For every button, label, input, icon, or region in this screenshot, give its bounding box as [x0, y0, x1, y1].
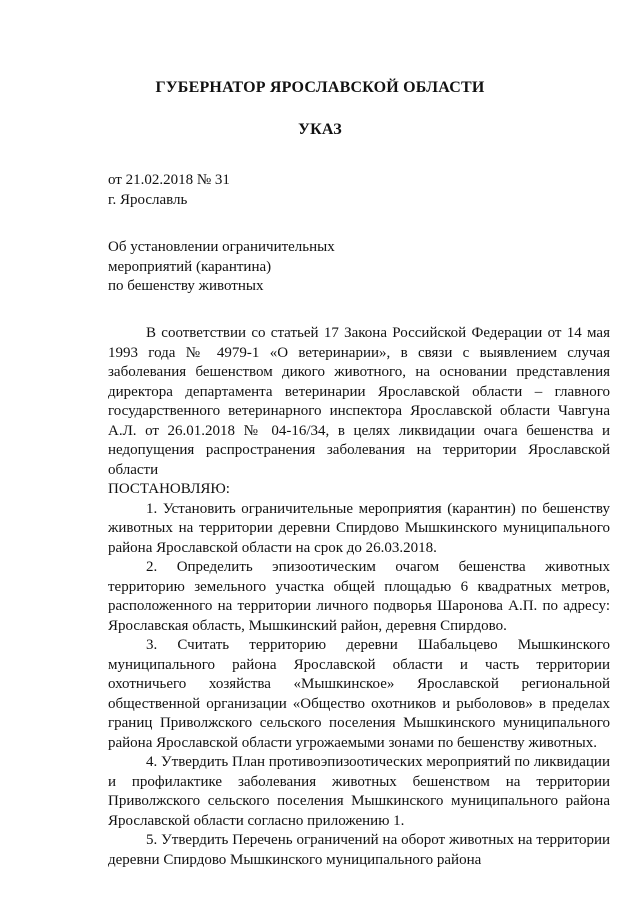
decree-item: 1. Установить ограничительные мероприятия (карантин) по бешенству животных на территории деревни Спирдово Мышкинского муниципального района Ярославской области на срок до 26.03.2018. — [108, 500, 610, 556]
decree-item: 2. Определить эпизоотическим очагом бешенства животных территорию земельного участка общей площадью 6 квадратных метров, расположенного на территории личного подворья Шаронова А.П. по адресу: Ярославская область, Мышкинский район, деревня Спирдово. — [108, 559, 610, 634]
preamble-paragraph: В соответствии со статьей 17 Закона Российской Федерации от 14 мая 1993 года № 4979-1 «О ветеринарии», в связи с выявлением случая заболевания бешенством дикого животного, на основании представления директора департамента ветеринарии Ярославской области – главного государственного ветеринарного инспектора Ярославской области Чавгуна А.Л. от 26.01.2018 № 04-16/34, в целях ликвидации очага бешенства и недопущения распространения заболевания на территории Ярославской области — [108, 325, 610, 478]
date-number-line: от 21.02.2018 № 31 — [108, 172, 230, 188]
document-subject — [108, 238, 608, 297]
subject-line: Об установлении ограничительных — [108, 239, 335, 255]
decree-item: 5. Утвердить Перечень ограничений на оборот животных на территории деревни Спирдово Мышкинского муниципального района — [108, 832, 610, 868]
subject-line: мероприятий (карантина) — [108, 258, 272, 275]
authority-heading: ГУБЕРНАТОР ЯРОСЛАВСКОЙ ОБЛАСТИ — [155, 79, 485, 96]
place-line: г. Ярославль — [108, 191, 188, 208]
document-meta — [108, 171, 608, 210]
decree-item: 4. Утвердить План противоэпизоотических мероприятий по ликвидации и профилактике заболевания животных бешенством на территории Приволжского сельского поселения Мышкинского муниципального района Ярославской области согласно приложению 1. — [108, 754, 610, 829]
document-type-heading: УКАЗ — [298, 121, 342, 138]
document-body — [108, 324, 610, 870]
subject-line: по бешенству животных — [108, 278, 264, 294]
decree-word: ПОСТАНОВЛЯЮ: — [108, 481, 230, 497]
decree-item: 3. Считать территорию деревни Шабальцево Мышкинского муниципального района Ярославской области и часть территории охотничьего хозяйства «Мышкинское» Ярославской региональной общественной организации «Общество охотников и рыболовов» в пределах границ Приволжского сельского поселения Мышкинского муниципального района Ярославской области угрожаемыми зонами по бешенству животных. — [108, 637, 610, 751]
